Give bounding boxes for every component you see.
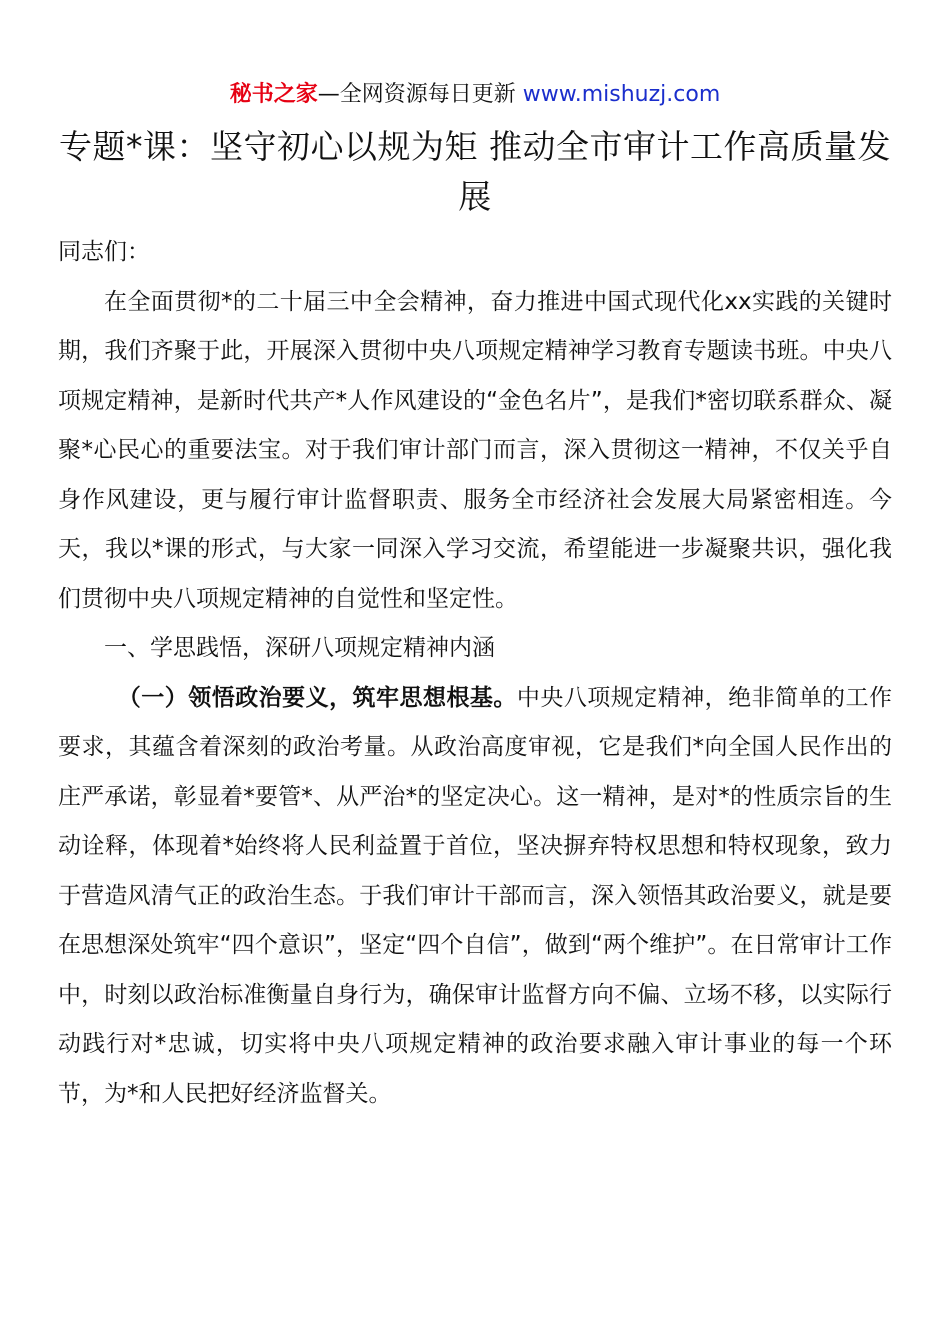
section-heading: 一、学思践悟，深研八项规定精神内涵 bbox=[104, 635, 495, 661]
subsection-lead: （一）领悟政治要义，筑牢思想根基。 bbox=[117, 684, 517, 711]
site-name: 秘书之家 bbox=[229, 82, 318, 107]
site-header bbox=[58, 78, 892, 112]
subsection-body: 中央八项规定精神，绝非简单的工作要求，其蕴含着深刻的政治考量。从政治高度审视，它是我们*向全国人民作出的庄严承诺，彰显着*要管*、从严治*的坚定决心。这一精神，是对*的性质宗旨的生动诠释，体现着*始终将人民利益置于首位，坚决摒弃特权思想和特权现象，致力于营造风清气正的政治生态。于我们审计干部而言，深入领悟其政治要义，就是要在思想深处筑牢“四个意识”，坚定“四个自信”，做到“两个维护”。在日常审计工作中，时刻以政治标准衡量自身行为，确保审计监督方向不偏、立场不移，以实际行动践行对*忠诚，切实将中央八项规定精神的政治要求融入审计事业的每一个环节，为*和人民把好经济监督关。 bbox=[58, 684, 893, 1107]
document-body bbox=[58, 228, 892, 1119]
site-url-link[interactable]: www.mishuzj.com bbox=[522, 82, 721, 107]
document-title: 专题*课：坚守初心以规为矩 推动全市审计工作高质量发展 bbox=[59, 127, 891, 216]
salutation: 同志们： bbox=[58, 239, 150, 265]
intro-paragraph: 在全面贯彻*的二十届三中全会精神，奋力推进中国式现代化xx实践的关键时期，我们齐聚于此，开展深入贯彻中央八项规定精神学习教育专题读书班。中央八项规定精神，是新时代共产*人作风建设的“金色名片”，是我们*密切联系群众、凝聚*心民心的重要法宝。对于我们审计部门而言，深入贯彻这一精神，不仅关乎自身作风建设，更与履行审计监督职责、服务全市经济社会发展大局紧密相连。今天，我以*课的形式，与大家一同深入学习交流，希望能进一步凝聚共识，强化我们贯彻中央八项规定精神的自觉性和坚定性。 bbox=[58, 288, 892, 612]
subsection-paragraph bbox=[58, 674, 892, 1120]
site-tagline: —全网资源每日更新 bbox=[317, 82, 516, 107]
document-page bbox=[58, 78, 892, 1119]
